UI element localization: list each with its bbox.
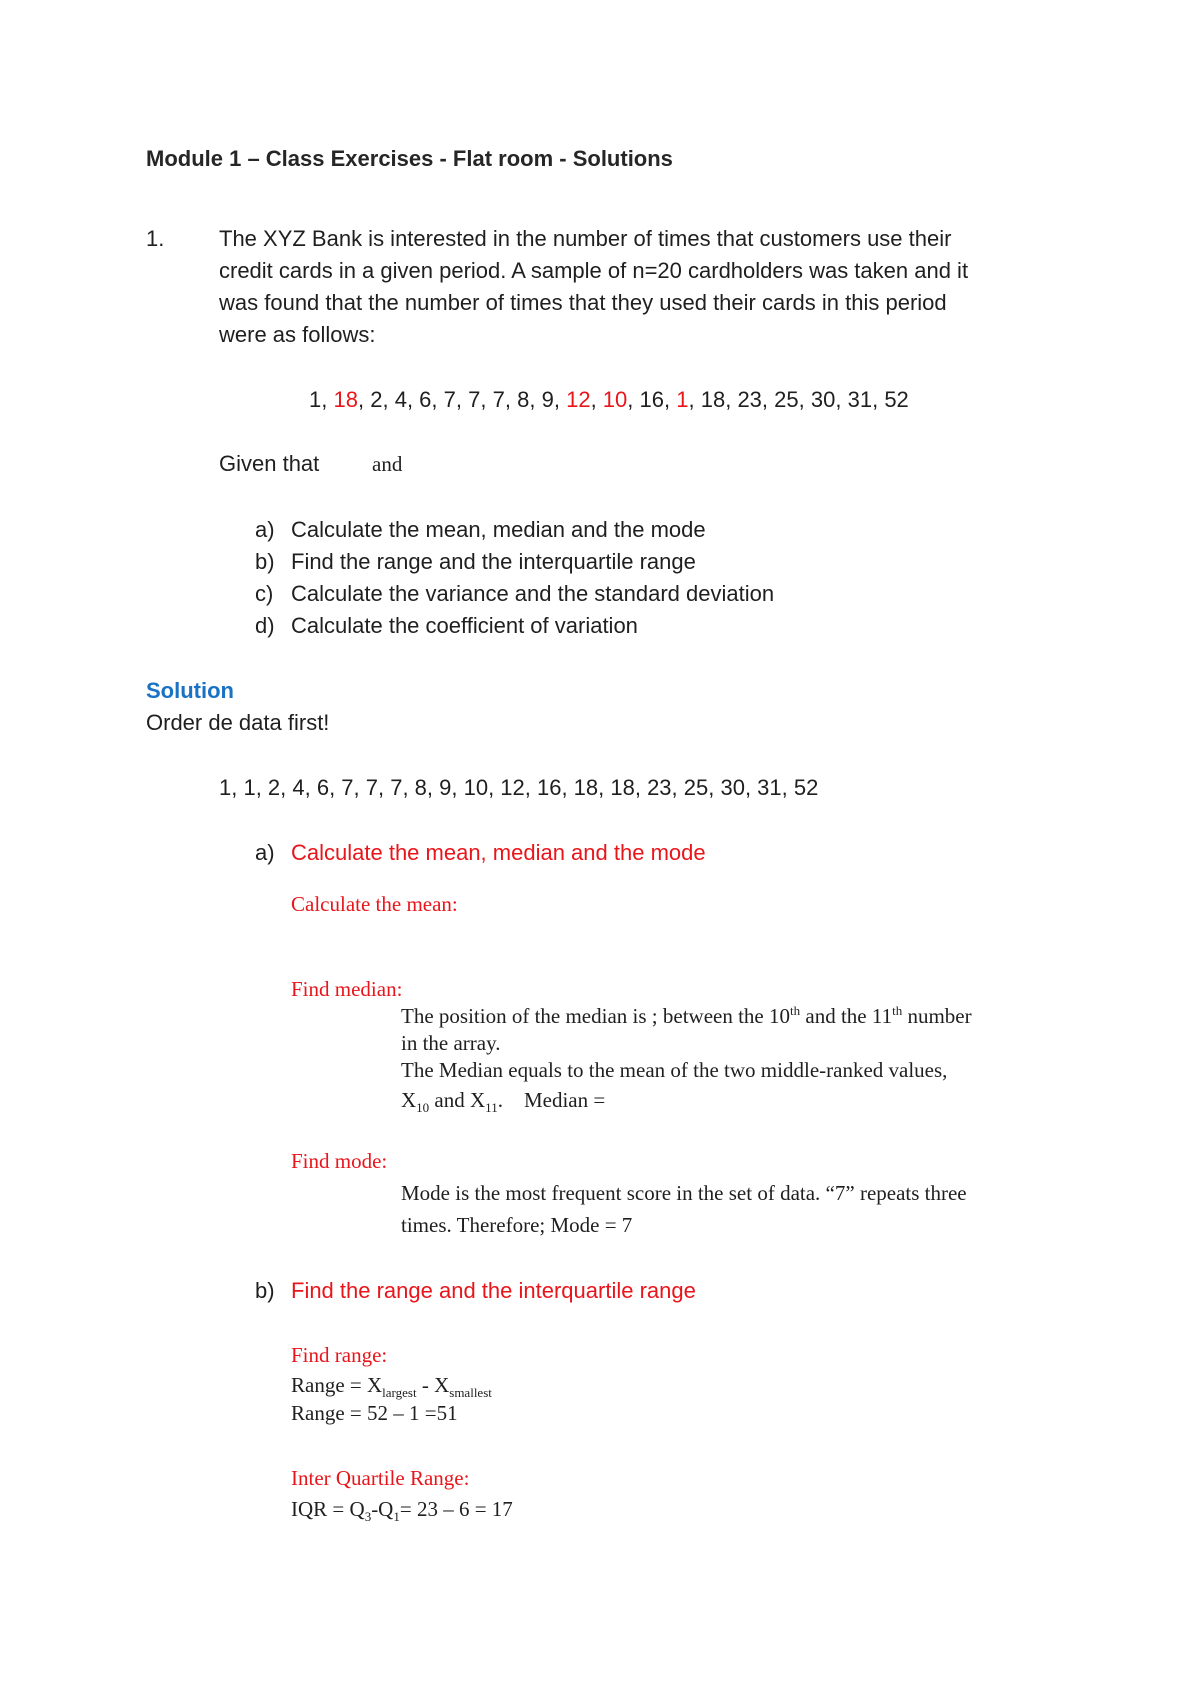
data-value: 7 [443, 387, 456, 412]
data-value: 12 [566, 387, 591, 412]
solution-part-title: Calculate the mean, median and the mode [291, 840, 706, 865]
range-subscript: smallest [449, 1385, 492, 1401]
range-text-part: Range = X [291, 1373, 383, 1397]
given-and-text: and [372, 452, 403, 476]
data-separator: , [872, 387, 885, 412]
data-separator: , [664, 387, 677, 412]
median-subscript: 11 [485, 1100, 498, 1116]
data-separator: , [321, 387, 334, 412]
median-line: in the array. [401, 1031, 501, 1055]
data-value: 16 [639, 387, 664, 412]
iqr-text-part: IQR = Q [291, 1497, 365, 1521]
mode-line: times. Therefore; Mode = 7 [401, 1213, 633, 1237]
data-separator: , [357, 387, 371, 412]
ordered-data-list: 1, 1, 2, 4, 6, 7, 7, 7, 8, 9, 10, 12, 16, 18, 18, 23, 25, 30, 31, 52 [219, 775, 819, 800]
part-text: Calculate the coefficient of variation [291, 613, 638, 638]
part-label: c) [255, 581, 274, 606]
part-label: a) [255, 517, 275, 542]
data-value: 9 [541, 387, 554, 412]
mode-heading: Find mode: [291, 1149, 388, 1173]
data-separator: , [553, 387, 567, 412]
part-label: d) [255, 613, 275, 638]
question-number: 1. [146, 226, 165, 251]
median-text-part: . Median = [497, 1088, 606, 1112]
data-value: 52 [884, 387, 909, 412]
range-result-line: Range = 52 – 1 =51 [291, 1401, 458, 1425]
data-separator: , [480, 387, 493, 412]
data-value: 10 [602, 387, 628, 412]
data-value: 6 [419, 387, 432, 412]
data-separator: , [835, 387, 848, 412]
median-value-line [401, 1088, 606, 1116]
data-value: 18 [333, 387, 358, 412]
data-value: 8 [517, 387, 530, 412]
median-heading: Find median: [291, 977, 403, 1001]
median-subscript: 10 [416, 1100, 430, 1116]
data-separator: , [431, 387, 444, 412]
data-value: 7 [492, 387, 505, 412]
given-that-text: Given that [219, 451, 320, 476]
iqr-subscript: 1 [393, 1509, 400, 1525]
median-text-part: and X [429, 1088, 486, 1112]
mean-heading: Calculate the mean: [291, 892, 458, 916]
data-separator: , [627, 387, 640, 412]
solution-heading: Solution [146, 678, 234, 703]
data-value: 25 [774, 387, 799, 412]
question-line: were as follows: [219, 322, 376, 347]
range-text-part: - X [416, 1373, 450, 1397]
solution-part-label: b) [255, 1278, 275, 1303]
data-separator: , [761, 387, 775, 412]
solution-part-label: a) [255, 840, 275, 865]
median-text-part: and the 11 [800, 1004, 893, 1028]
data-value: 2 [370, 387, 383, 412]
data-separator: , [406, 387, 420, 412]
data-separator: , [590, 387, 603, 412]
data-value: 23 [737, 387, 762, 412]
median-text-part: X [401, 1088, 417, 1112]
data-value: 18 [700, 387, 726, 412]
part-text: Calculate the variance and the standard deviation [291, 581, 775, 606]
iqr-subscript: 3 [364, 1509, 372, 1525]
range-formula-line [291, 1373, 492, 1401]
part-text: Find the range and the interquartile range [291, 549, 696, 574]
raw-data-list [309, 387, 909, 413]
part-label: b) [255, 549, 275, 574]
median-text-part: The position of the median is ; between the 10 [401, 1004, 790, 1028]
iqr-formula-line [291, 1497, 513, 1525]
data-value: 30 [810, 387, 836, 412]
data-separator: , [504, 387, 518, 412]
data-value: 31 [847, 387, 873, 412]
median-text-part: number [902, 1004, 972, 1028]
data-value: 1 [676, 387, 689, 412]
data-separator: , [455, 387, 469, 412]
data-separator: , [725, 387, 738, 412]
mode-line: Mode is the most frequent score in the set of data. “7” repeats three [401, 1181, 967, 1205]
part-text: Calculate the mean, median and the mode [291, 517, 706, 542]
question-line: credit cards in a given period. A sample of n=20 cardholders was taken and it [219, 258, 969, 283]
median-line: The Median equals to the mean of the two middle-ranked values, [401, 1058, 948, 1082]
order-note: Order de data first! [146, 710, 330, 735]
document-title: Module 1 – Class Exercises - Flat room - Solutions [146, 146, 673, 171]
data-separator: , [688, 387, 701, 412]
median-superscript: th [892, 1003, 903, 1018]
iqr-heading: Inter Quartile Range: [291, 1466, 470, 1490]
question-line: The XYZ Bank is interested in the number of times that customers use their [219, 226, 952, 251]
range-heading: Find range: [291, 1343, 388, 1367]
data-value: 4 [394, 387, 407, 412]
range-subscript: largest [382, 1385, 417, 1401]
median-position-line [401, 1004, 972, 1029]
question-line: was found that the number of times that they used their cards in this period [219, 290, 947, 315]
data-separator: , [382, 387, 395, 412]
data-value: 7 [468, 387, 481, 412]
data-separator: , [529, 387, 542, 412]
median-superscript: th [790, 1003, 801, 1018]
data-value: 1 [309, 387, 322, 412]
iqr-text-part: = 23 – 6 = 17 [399, 1497, 513, 1521]
iqr-text-part: -Q [371, 1497, 394, 1521]
data-separator: , [798, 387, 811, 412]
solution-part-title: Find the range and the interquartile range [291, 1278, 696, 1303]
